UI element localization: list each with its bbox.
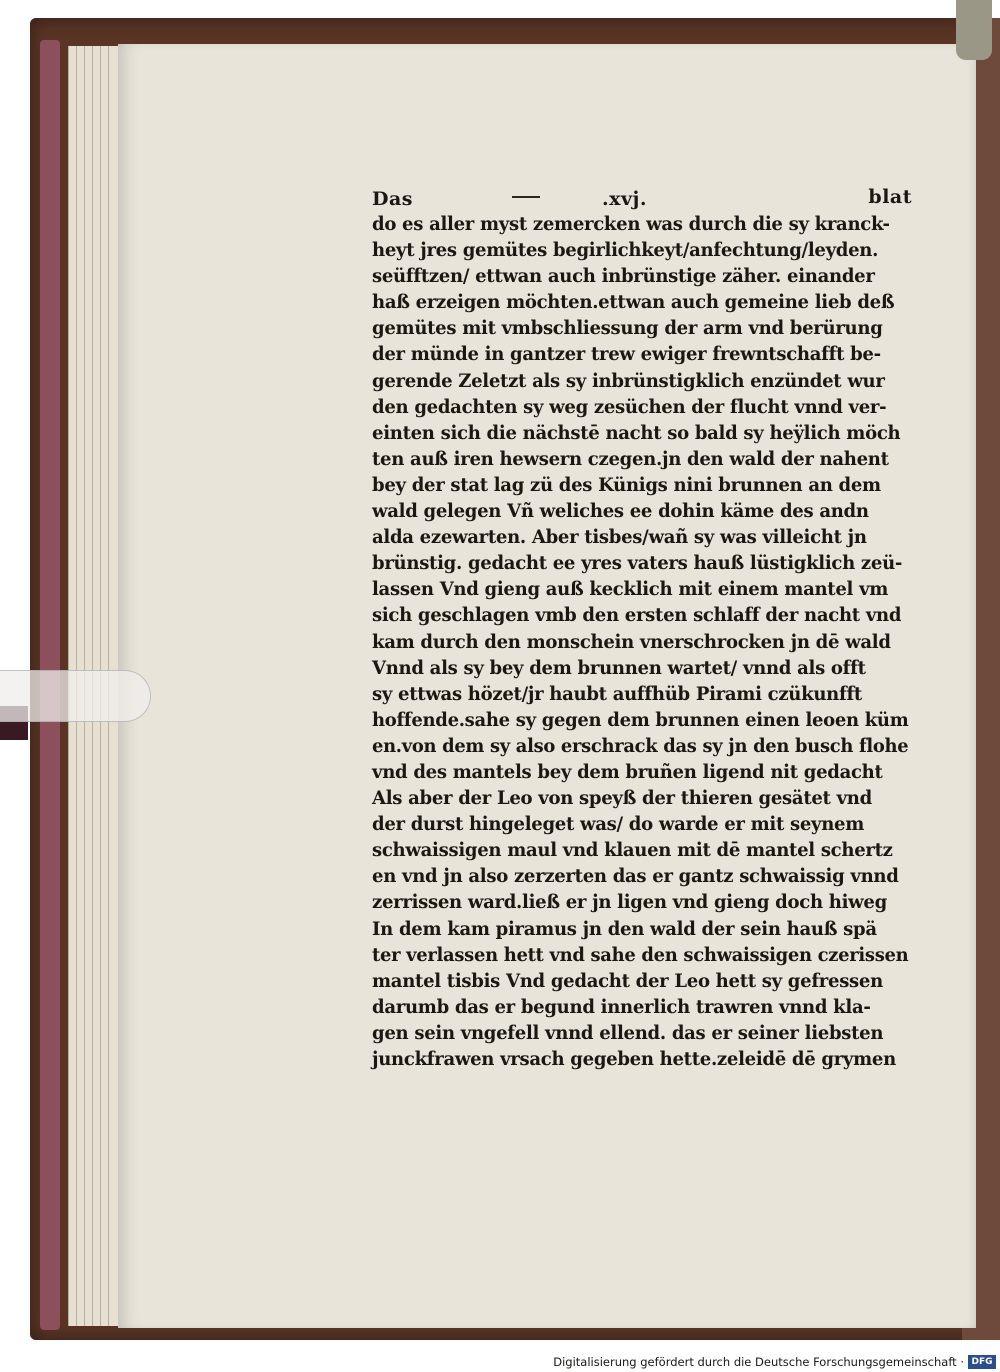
text-line: en.von dem sy also erschrack das sy jn den busch flohe xyxy=(372,735,909,757)
text-line: der münde in gantzer trew ewiger frewntschafft be- xyxy=(372,344,881,366)
text-line: ten auß iren hewsern czegen.jn den wald der nahent xyxy=(372,448,889,470)
text-line: vnd des mantels bey dem bruñen ligend nit gedacht xyxy=(372,761,883,783)
text-line: ter verlassen hett vnd sahe den schwaissigen czerissen xyxy=(372,944,909,966)
text-line: do es aller myst zemercken was durch die sy kranck- xyxy=(372,214,890,235)
text-line: der durst hingeleget was/ do warde er mit seynem xyxy=(372,814,865,836)
running-head-right: blat xyxy=(868,186,912,208)
text-line: junckfrawen vrsach gegeben hette.zeleidē dē grymen xyxy=(372,1049,896,1070)
text-line: einten sich die nächstē nacht so bald sy heÿlich möch xyxy=(372,422,901,444)
text-line: den gedachten sy weg zesüchen der flucht vnnd ver- xyxy=(372,396,887,418)
text-line: lassen Vnd gieng auß kecklich mit einem mantel vm xyxy=(372,579,889,601)
text-line: en vnd jn also zerzerten das er gantz schwaissig vnnd xyxy=(372,866,899,888)
attribution-footer xyxy=(0,1350,1000,1372)
text-line: sich geschlagen vmb den ersten schlaff der nacht vnd xyxy=(372,605,902,627)
text-line: heyt jres gemütes begirlichkeyt/anfechtung/leyden. xyxy=(372,240,879,262)
running-head xyxy=(372,186,912,212)
text-line: brünstig. gedacht ee yres vaters hauß lüstigklich zeü- xyxy=(372,553,903,575)
text-line: In dem kam piramus jn den wald der sein hauß spä xyxy=(372,918,877,940)
folio-number: .xvj. xyxy=(602,188,647,210)
attribution-text: Digitalisierung gefördert durch die Deutsche Forschungsgemeinschaft · xyxy=(553,1355,964,1369)
text-line: zerrissen ward.ließ er jn ligen vnd gieng doch hiweg xyxy=(372,892,887,914)
text-line: mantel tisbis Vnd gedacht der Leo hett sy gefressen xyxy=(372,970,883,992)
text-line: haß erzeigen möchten.ettwan auch gemeine lieb deß xyxy=(372,292,895,314)
text-line: bey der stat lag zü des Künigs nini brunnen an dem xyxy=(372,474,881,496)
running-head-rule xyxy=(512,196,540,198)
text-line: gemütes mit vmbschliessung der arm vnd berürung xyxy=(372,318,883,340)
dfg-logo-icon: DFG xyxy=(968,1355,996,1369)
text-line: gen sein vngefell vnnd ellend. das er seiner liebsten xyxy=(372,1022,884,1044)
text-line: wald gelegen Vñ weliches ee dohin käme des andn xyxy=(372,501,869,523)
bookmark-strip xyxy=(0,670,151,722)
text-block xyxy=(372,186,912,1073)
text-line: darumb das er begund innerlich trawren vnnd kla- xyxy=(372,996,871,1018)
clasp xyxy=(956,0,992,60)
text-line: gerende Zeletzt als sy inbrünstigklich enzündet wur xyxy=(372,370,885,392)
running-head-left: Das xyxy=(372,188,413,210)
text-line: Als aber der Leo von speyß der thieren gesätet vnd xyxy=(372,788,872,810)
text-line: sy ettwas hözet/jr haubt auffhüb Pirami czükunfft xyxy=(372,683,862,705)
text-line: hoffende.sahe sy gegen dem brunnen einen leoen küm xyxy=(372,709,909,731)
text-line: kam durch den monschein vnerschrocken jn dē wald xyxy=(372,631,891,653)
text-line: alda ezewarten. Aber tisbes/wañ sy was villeicht jn xyxy=(372,527,867,549)
text-line: seüfftzen/ ettwan auch inbrünstige zäher. einander xyxy=(372,266,875,288)
text-line: Vnnd als sy bey dem brunnen wartet/ vnnd als offt xyxy=(372,657,866,679)
text-line: schwaissigen maul vnd klauen mit dē mantel schertz xyxy=(372,840,893,862)
